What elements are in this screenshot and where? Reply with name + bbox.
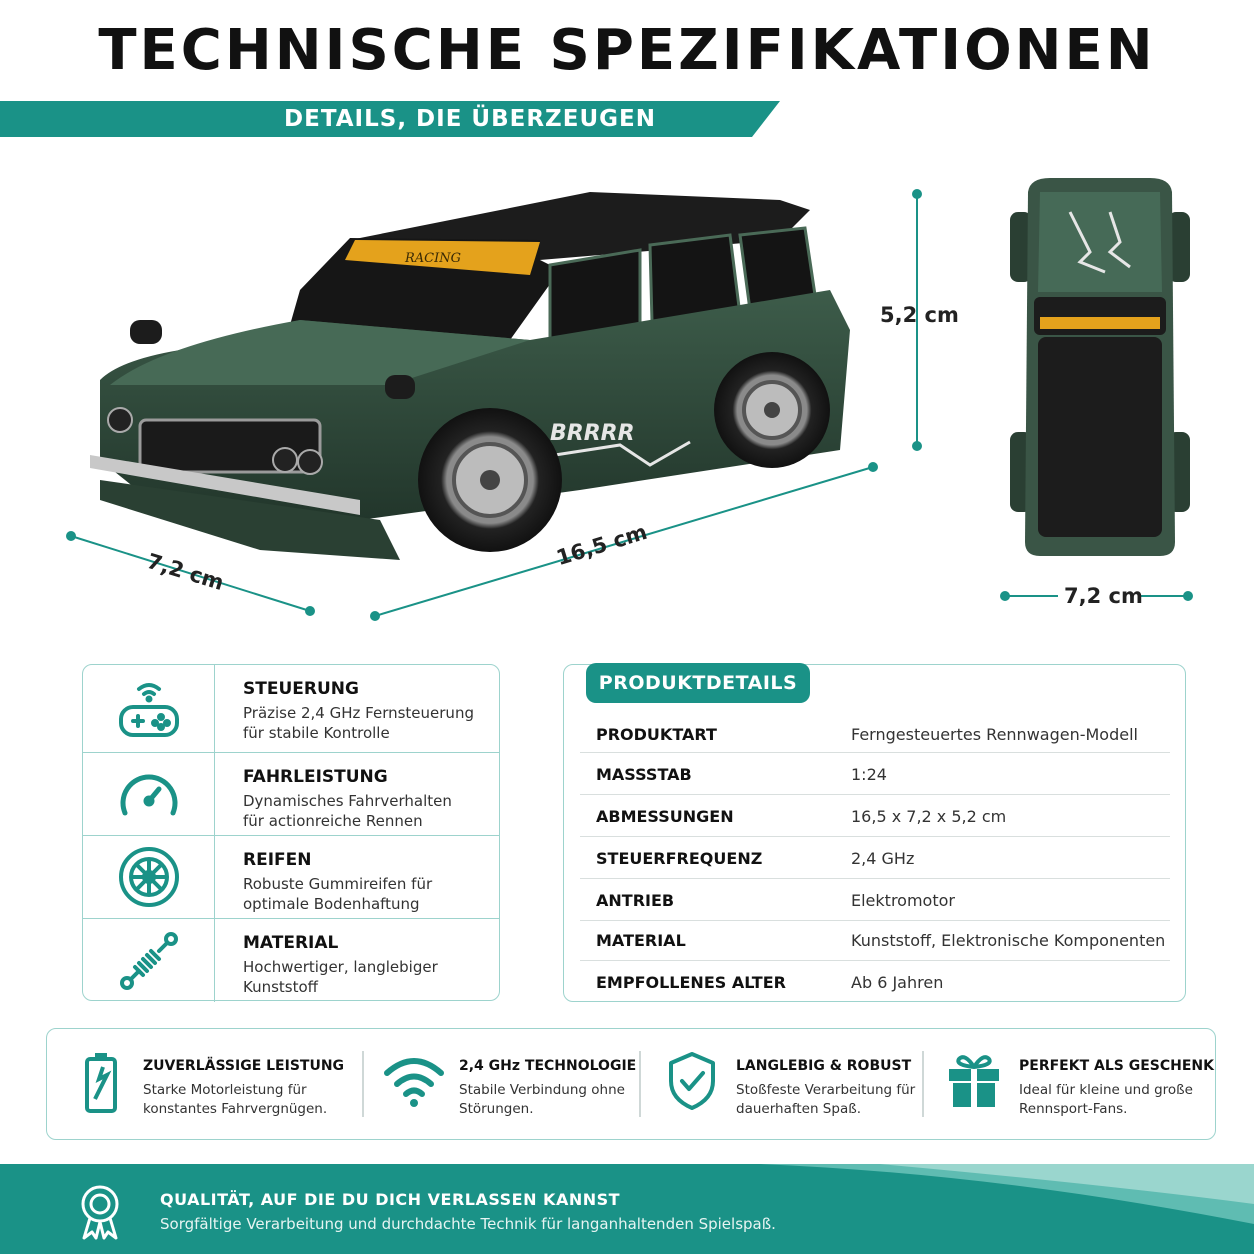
detail-label: ANTRIEB xyxy=(596,891,675,910)
detail-value: 1:24 xyxy=(851,765,887,784)
detail-value: 16,5 x 7,2 x 5,2 cm xyxy=(851,807,1007,826)
feature-desc-line1: Robuste Gummireifen für xyxy=(243,875,433,893)
benefit-title: LANGLEBIG & ROBUST xyxy=(736,1058,912,1074)
detail-value: Elektromotor xyxy=(851,891,955,910)
benefit-desc-line1: Stabile Verbindung ohne xyxy=(459,1082,625,1098)
detail-label: EMPFOLLENES ALTER xyxy=(596,973,786,992)
table-row xyxy=(580,879,1170,921)
car-top-view-image xyxy=(1010,172,1190,562)
benefit-divider xyxy=(362,1051,364,1117)
gamepad-icon xyxy=(117,677,181,741)
footer-band xyxy=(0,1164,1254,1254)
page-title: TECHNISCHE SPEZIFIKATIONEN xyxy=(98,18,1156,83)
battery-icon xyxy=(83,1051,119,1113)
features-panel xyxy=(82,664,500,1001)
shock-absorber-icon xyxy=(117,929,181,993)
feature-desc-line2: für stabile Kontrolle xyxy=(243,724,390,742)
page-subtitle: DETAILS, DIE ÜBERZEUGEN xyxy=(284,106,656,132)
benefit-title: PERFEKT ALS GESCHENK xyxy=(1019,1058,1214,1074)
feature-title: MATERIAL xyxy=(243,933,339,953)
table-row xyxy=(580,753,1170,795)
dimension-width-front-label: 7,2 cm xyxy=(144,548,227,596)
detail-label: ABMESSUNGEN xyxy=(596,807,734,826)
feature-desc-line2: Kunststoff xyxy=(243,978,319,996)
detail-value: Ferngesteuertes Rennwagen-Modell xyxy=(851,725,1138,744)
wheel-icon xyxy=(117,845,181,909)
benefits-panel xyxy=(46,1028,1216,1140)
dimension-width-top-label: 7,2 cm xyxy=(1064,584,1143,608)
gift-icon xyxy=(947,1053,1001,1109)
table-row xyxy=(580,837,1170,879)
footer-text: Sorgfältige Verarbeitung und durchdachte Technik für langanhaltenden Spielspaß. xyxy=(160,1215,776,1233)
benefit-title: 2,4 GHz TECHNOLOGIE xyxy=(459,1058,637,1074)
detail-label: MASSSTAB xyxy=(596,765,692,784)
footer-title: QUALITÄT, AUF DIE DU DICH VERLASSEN KANNST xyxy=(160,1190,621,1209)
feature-row-reifen xyxy=(83,835,499,918)
shield-check-icon xyxy=(667,1051,717,1111)
benefit-desc-line1: Stoßfeste Verarbeitung für xyxy=(736,1082,916,1098)
side-decal-text: BRRRR xyxy=(550,421,635,446)
feature-desc-line2: für actionreiche Rennen xyxy=(243,812,423,830)
feature-title: FAHRLEISTUNG xyxy=(243,767,388,787)
feature-row-fahrleistung xyxy=(83,752,499,835)
product-details-heading: PRODUKTDETAILS xyxy=(586,663,810,703)
table-row xyxy=(580,961,1170,1003)
benefit-desc-line1: Starke Motorleistung für xyxy=(143,1082,307,1098)
benefit-desc-line2: konstantes Fahrvergnügen. xyxy=(143,1101,328,1117)
benefit-divider xyxy=(922,1051,924,1117)
feature-row-material xyxy=(83,918,499,1002)
dimension-height-label: 5,2 cm xyxy=(880,303,959,327)
benefit-desc-line1: Ideal für kleine und große xyxy=(1019,1082,1193,1098)
dimension-length-label: 16,5 cm xyxy=(553,519,650,571)
detail-label: MATERIAL xyxy=(596,931,686,950)
feature-desc-line1: Dynamisches Fahrverhalten xyxy=(243,792,452,810)
feature-title: REIFEN xyxy=(243,850,312,870)
speedometer-icon xyxy=(119,769,179,819)
table-row xyxy=(580,713,1170,753)
detail-label: STEUERFREQUENZ xyxy=(596,849,763,868)
product-details-panel xyxy=(563,664,1186,1002)
feature-desc-line1: Hochwertiger, langlebiger xyxy=(243,958,438,976)
benefit-desc-line2: Rennsport-Fans. xyxy=(1019,1101,1128,1117)
table-row xyxy=(580,795,1170,837)
wifi-icon xyxy=(383,1055,445,1109)
feature-row-steuerung xyxy=(83,665,499,752)
detail-label: PRODUKTART xyxy=(596,725,717,744)
benefit-divider xyxy=(639,1051,641,1117)
feature-desc-line2: optimale Bodenhaftung xyxy=(243,895,420,913)
benefit-title: ZUVERLÄSSIGE LEISTUNG xyxy=(143,1058,345,1074)
detail-value: 2,4 GHz xyxy=(851,849,915,868)
windshield-racing-text: RACING xyxy=(405,251,462,266)
table-row xyxy=(580,919,1170,961)
benefit-desc-line2: Störungen. xyxy=(459,1101,534,1117)
feature-title: STEUERUNG xyxy=(243,679,359,699)
detail-value: Kunststoff, Elektronische Komponenten xyxy=(851,931,1166,950)
award-ribbon-icon xyxy=(78,1184,122,1240)
feature-desc-line1: Präzise 2,4 GHz Fernsteuerung xyxy=(243,704,474,722)
benefit-desc-line2: dauerhaften Spaß. xyxy=(736,1101,862,1117)
detail-value: Ab 6 Jahren xyxy=(851,973,944,992)
